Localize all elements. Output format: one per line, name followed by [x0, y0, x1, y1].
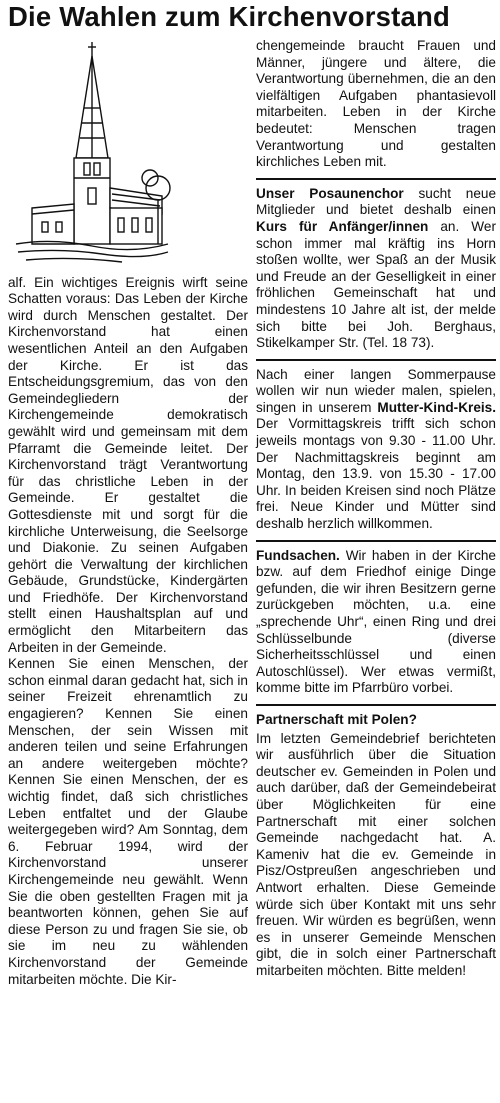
mutter-kind-notice: Nach einer langen Sommerpause wollen wir nun wieder malen, spielen, singen in unserem Mutter-Kind-Kreis. Der Vormittagskreis trifft sich schon jeweils montags von 9.30 - 11.00 Uhr. Der Nachmittagskreis beginnt am Montag, den 13.9. von 15.30 - 17.00 Uhr. In beiden Kreisen sind noch Plätze frei. Neue Kinder und Mütter sind deshalb herzlich willkommen. — [256, 366, 496, 532]
divider — [256, 178, 496, 180]
left-column — [8, 38, 248, 988]
page-title: Die Wahlen zum Kirchenvorstand — [8, 1, 450, 32]
divider — [256, 359, 496, 361]
partnerschaft-heading: Partnerschaft mit Polen? — [256, 711, 417, 727]
main-article-continued: chengemeinde braucht Frauen und Männer, jüngere und ältere, die Verantwortung übernehmen, die an den vielfältigen Aufgaben phantasievoll mitarbeiten. Leben in der Kirche bedeutet: Menschen tragen Verantwortung und gestalten kirchliches Leben mit. — [256, 38, 496, 170]
main-article-text: alf. Ein wichtiges Ereignis wirft seine Schatten voraus: Das Leben der Kirche wird durch Menschen gestaltet. Der Kirchenvorstand hat einen wesentlichen Anteil an den Aufgaben der Kirche. Er ist das Entscheidungsgremium, das von den Gemeindegliedern der Kirchengemeinde demokratisch gewählt wird und gemeinsam mit dem Pfarramt die Gemeinde leitet. Der Kirchenvorstand trägt Verantwortung für das christliche Leben in der Gemeinde. Er gestaltet die Gottesdienste mit und sorgt für die kirchliche Unterweisung, die Seelsorge und Diakonie. Zu seinen Aufgaben gehört die Verwaltung der kirchlichen Gebäude, Grundstücke, Kindergärten und Friedhöfe. Der Kirchenvorstand stellt einen Haushaltsplan auf und ermöglicht den Mitarbeitern das Arbeiten in der Gemeinde. — [8, 274, 248, 655]
right-column — [256, 38, 496, 979]
fundsachen-heading: Fundsachen. — [256, 547, 340, 563]
main-article-text-cont: Kennen Sie einen Menschen, der schon einmal daran gedacht hat, sich in seiner Freizeit ehrenamtlich zu engagieren? Kennen Sie einen Menschen, der sein Wissen mit anderen teilen und seine Erfahrungen an andere weitergeben möchte? Kennen Sie einen Menschen, der es wichtig findet, daß sich christliches Leben entfaltet und der Glaube weitergegeben wird? Am Sonntag, dem 6. Februar 1994, wird der Kirchenvorstand unserer Kirchengemeinde neu gewählt. Wenn Sie die oben gestellten Fragen mit ja beantworten können, gehen Sie auf diese Person zu und fragen Sie sie, ob sie im neu zu wählenden Kirchenvorstand der Gemeinde mitarbeiten möchte. Die Kir- — [8, 656, 248, 987]
posaunenchor-notice: Unser Posaunenchor sucht neue Mitglieder und bietet deshalb einen Kurs für Anfänger/innen an. Wer schon immer mal kräftig ins Horn stoßen wollte, wer Spaß an der Musik und Freude an der Geselligkeit in einer fröhlichen Gemeinschaft hat und mindestens 10 Jahre alt ist, der melde sich bitte bei Joh. Berghaus, Stikelkamper Str. (Tel. 18 73). — [256, 185, 496, 351]
divider — [256, 704, 496, 706]
partnerschaft-text: Im letzten Gemeindebrief berichteten wir ausführlich über die Situation deutscher ev. Gemeinden in Polen und auch darüber, daß der Gemeindebeirat über Möglichkeiten für eine Partnerschaft mit einer solchen Gemeinde nachgedacht hat. A. Kameniv hat die ev. Gemeinde in Pisz/Ostpreußen angeschrieben und Antwort erhalten. Diese Gemeinde würde sich über Kontakt mit uns sehr freuen. Wir würden es begrüßen, wenn es in unserer Gemeinde Menschen gibt, die in solch einer Partnerschaft mitarbeiten möchten. Bitte melden! — [256, 730, 496, 978]
fundsachen-notice: Fundsachen. Wir haben in der Kirche bzw. auf dem Friedhof einige Dinge gefunden, die wir ihren Besitzern gerne zurückgeben möchten, u.a. eine „sprechende Uhr“, einen Ring und drei Schlüsselbunde (diverse Sicherheitsschlüssel und einen Autoschlüssel). Wer etwas vermißt, komme bitte im Pfarrbüro vorbei. — [256, 547, 496, 696]
posaunenchor-heading: Unser Posaunenchor — [256, 185, 404, 201]
church-illustration — [12, 38, 172, 270]
divider — [256, 540, 496, 542]
